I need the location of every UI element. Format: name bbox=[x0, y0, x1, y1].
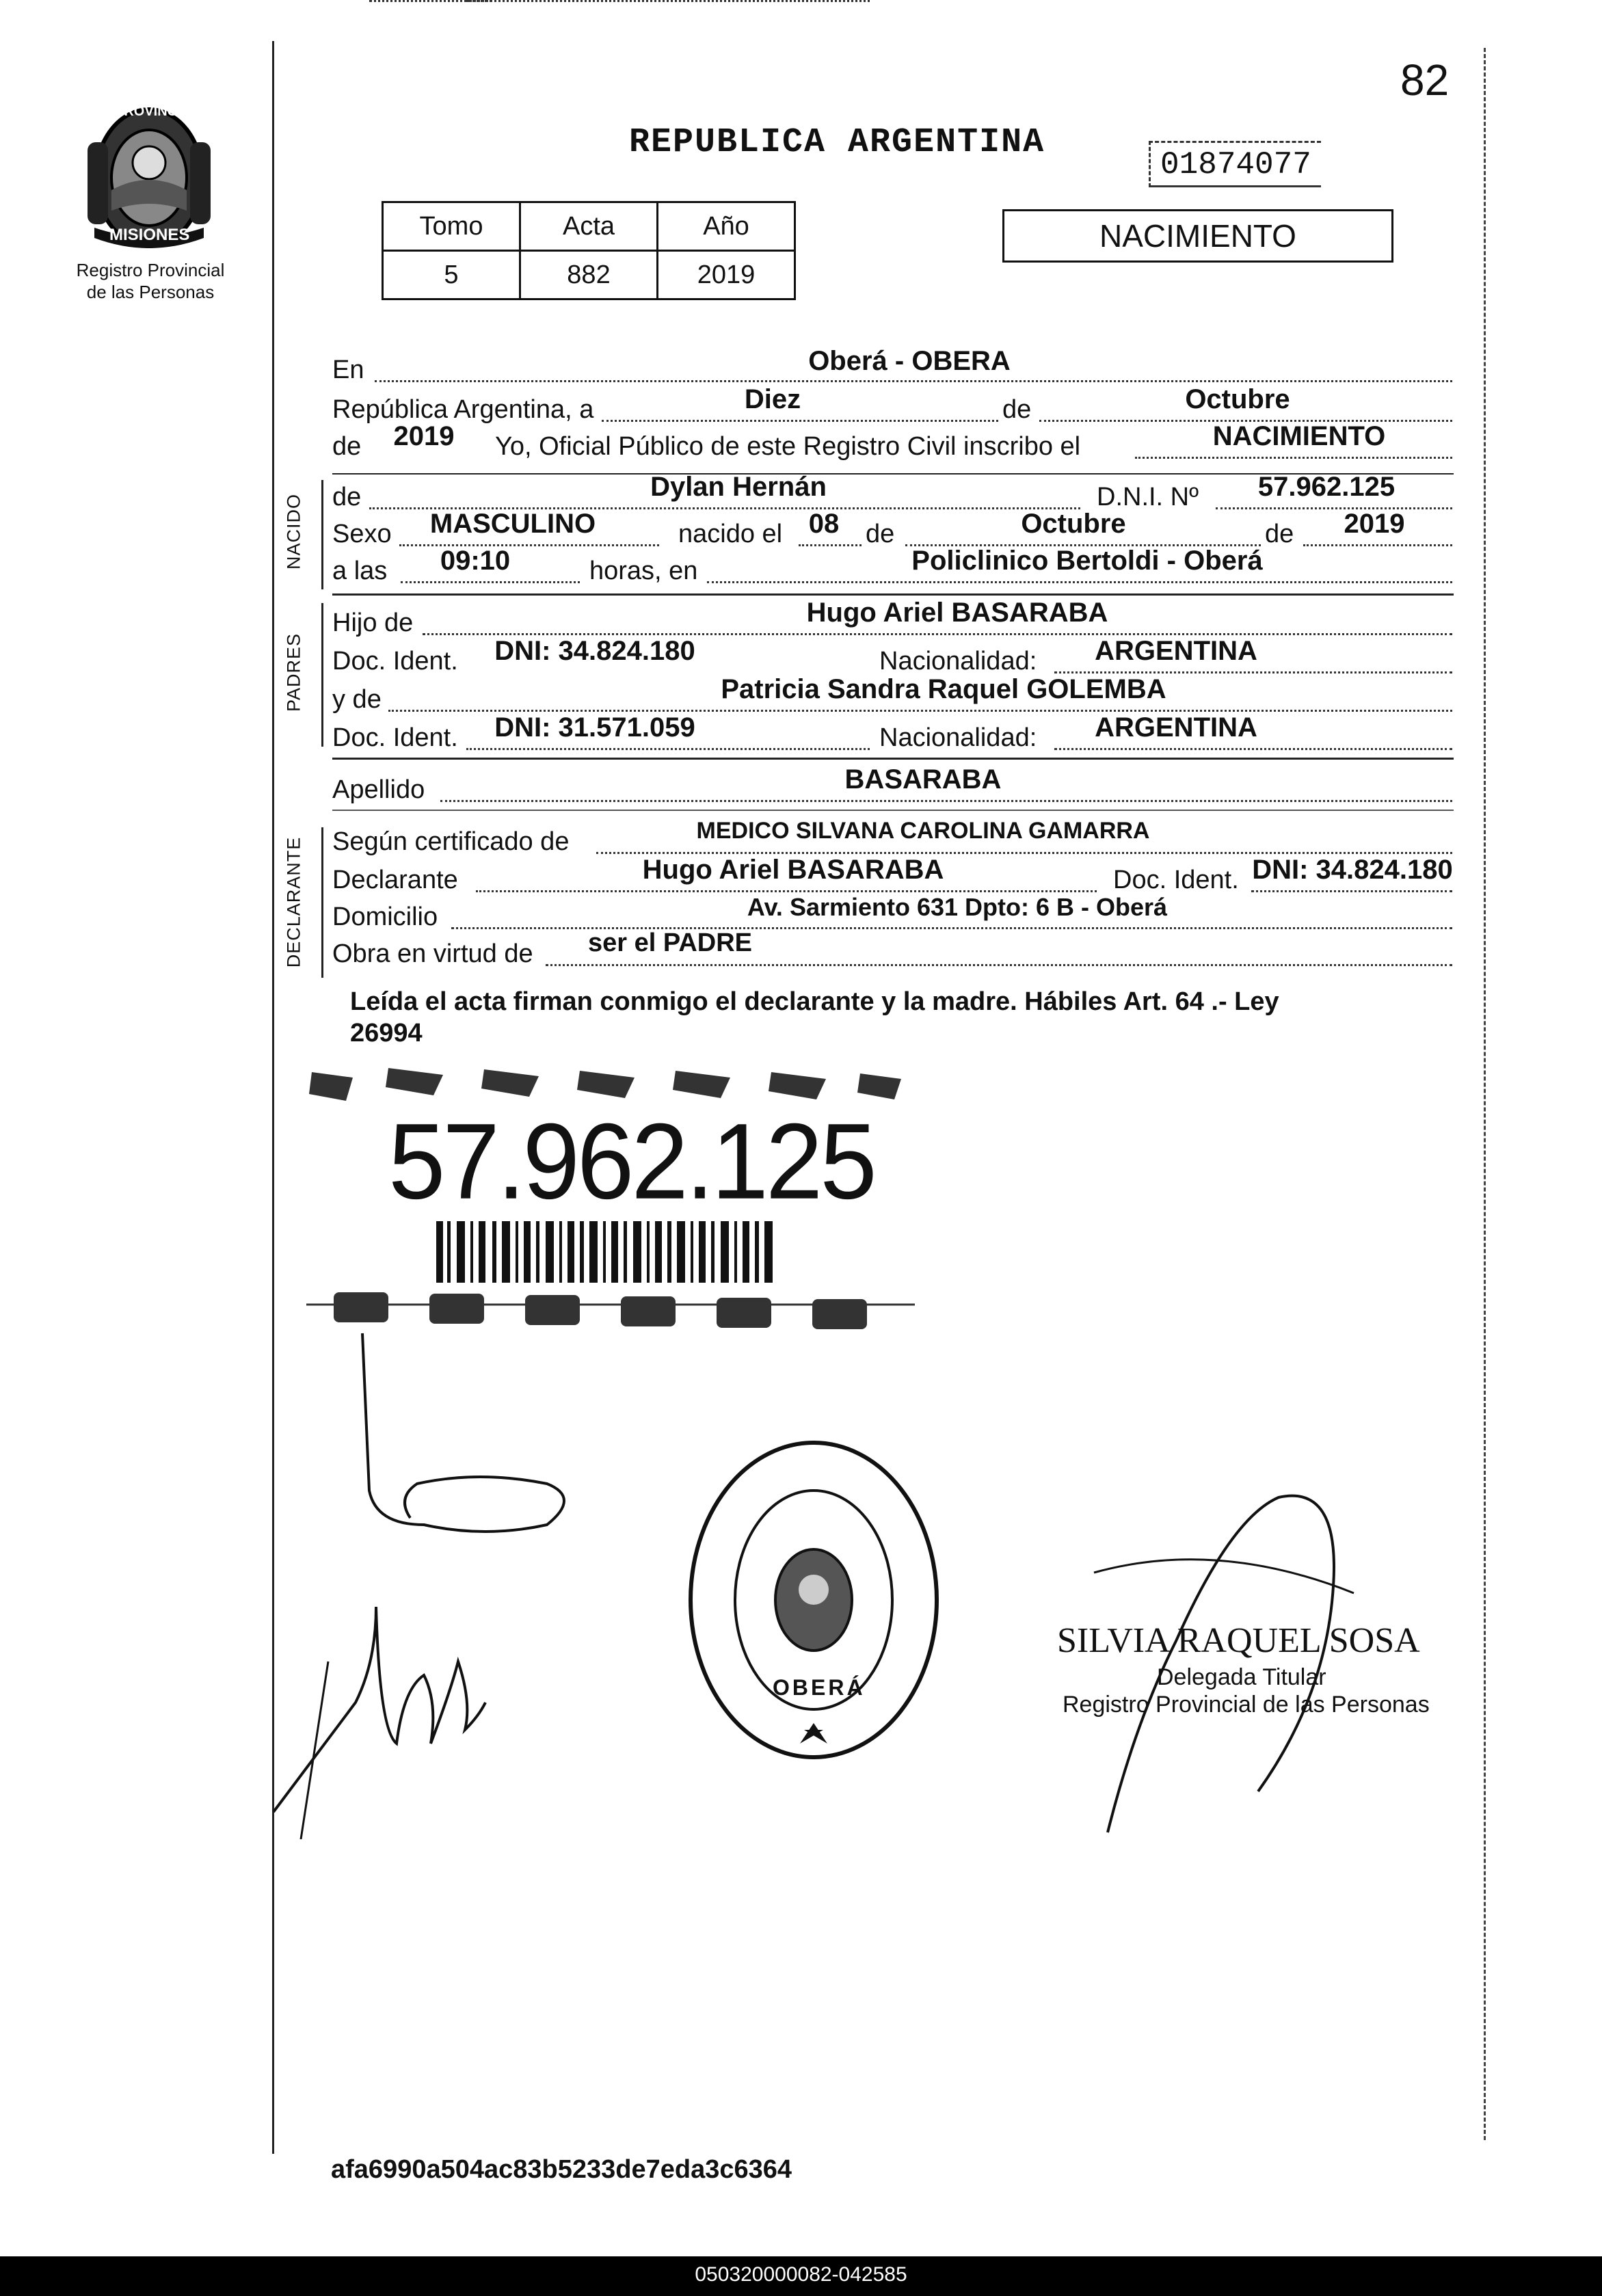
obra-label: Obra en virtud de bbox=[332, 939, 533, 968]
dni-label: D.N.I. Nº bbox=[1097, 483, 1199, 511]
registry-name-line2: de las Personas bbox=[86, 282, 215, 302]
birth-time: 09:10 bbox=[440, 546, 511, 576]
sticker-number: 57.962.125 bbox=[388, 1100, 875, 1222]
declarante-doc-label: Doc. Ident. bbox=[1113, 866, 1239, 894]
place-value: Oberá - OBERA bbox=[808, 346, 1011, 376]
birth-month: Octubre bbox=[1021, 509, 1126, 539]
mother-doc: DNI: 31.571.059 bbox=[494, 712, 695, 743]
father-doc-label: Doc. Ident. bbox=[332, 647, 458, 676]
en-label: En bbox=[332, 356, 364, 384]
seal-city: OBERÁ bbox=[773, 1675, 866, 1700]
birth-day: 08 bbox=[808, 509, 840, 539]
mother-name: Patricia Sandra Raquel GOLEMBA bbox=[721, 674, 1166, 704]
logo-top-text: PROVINCIA DE bbox=[115, 104, 213, 119]
child-dni: 57.962.125 bbox=[1257, 472, 1396, 502]
table-value-tomo: 5 bbox=[383, 251, 520, 299]
footer-code: 050320000082-042585 bbox=[695, 2263, 907, 2286]
official-title: Delegada Titular bbox=[1157, 1664, 1326, 1690]
closing-line1: Leída el acta firman conmigo el declarante y la madre. Hábiles Art. 64 .- Ley bbox=[350, 987, 1279, 1016]
sexo-label: Sexo bbox=[332, 520, 392, 548]
y-de-label: y de bbox=[332, 685, 382, 714]
birth-year: 2019 bbox=[1344, 509, 1405, 539]
declarante-label: Declarante bbox=[332, 866, 458, 894]
closing-line2: 26994 bbox=[350, 1019, 423, 1047]
table-header-tomo: Tomo bbox=[383, 202, 520, 251]
obra-value: ser el PADRE bbox=[587, 929, 753, 957]
officer-text: Yo, Oficial Público de este Registro Civil inscribo el bbox=[495, 432, 1081, 461]
day-value: Diez bbox=[744, 384, 801, 414]
birth-place: Policlinico Bertoldi - Oberá bbox=[911, 546, 1263, 576]
registry-name-line1: Registro Provincial bbox=[76, 260, 225, 280]
section-label-nacido: NACIDO bbox=[283, 494, 304, 570]
father-doc: DNI: 34.824.180 bbox=[494, 636, 695, 666]
father-nat-label: Nacionalidad: bbox=[879, 647, 1037, 676]
mother-nationality: ARGENTINA bbox=[1095, 712, 1257, 743]
logo-bottom-text: MISIONES bbox=[109, 226, 190, 244]
sexo-value: MASCULINO bbox=[429, 509, 596, 539]
seal-ring-text bbox=[704, 1429, 923, 1430]
month-value: Octubre bbox=[1185, 384, 1290, 414]
act-type-box: NACIMIENTO bbox=[1002, 209, 1393, 263]
horas-label: horas, en bbox=[589, 557, 698, 585]
country-title: REPUBLICA ARGENTINA bbox=[629, 123, 1045, 162]
nacido-de-label: de bbox=[332, 483, 362, 511]
section-label-declarante: DECLARANTE bbox=[283, 836, 304, 968]
nacido-de-month-label: de bbox=[866, 520, 895, 548]
child-name: Dylan Hernán bbox=[650, 472, 827, 502]
a-las-label: a las bbox=[332, 557, 388, 585]
page-number: 82 bbox=[1400, 55, 1450, 105]
year-value: 2019 bbox=[393, 421, 455, 451]
father-nationality: ARGENTINA bbox=[1095, 636, 1257, 666]
domicilio-value: Av. Sarmiento 631 Dpto: 6 B - Oberá bbox=[747, 893, 1168, 921]
de-label-year: de bbox=[332, 432, 362, 461]
apellido-label: Apellido bbox=[332, 775, 425, 804]
de-label-month: de bbox=[1002, 395, 1032, 424]
nacido-de-year-label: de bbox=[1265, 520, 1294, 548]
record-table bbox=[382, 201, 796, 300]
right-edge-marks bbox=[1484, 48, 1488, 2140]
nacido-el-label: nacido el bbox=[678, 520, 783, 548]
table-header-anio: Año bbox=[658, 202, 795, 251]
table-value-anio: 2019 bbox=[658, 251, 795, 299]
serial-number: 01874077 bbox=[1149, 141, 1321, 187]
republic-label: República Argentina, a bbox=[332, 395, 594, 424]
act-value: NACIMIENTO bbox=[1212, 421, 1386, 451]
mother-nat-label: Nacionalidad: bbox=[879, 723, 1037, 752]
table-header-acta: Acta bbox=[520, 202, 658, 251]
official-seal bbox=[684, 1436, 944, 1764]
official-name: SILVIA RAQUEL SOSA bbox=[1057, 1621, 1420, 1660]
domicilio-label: Domicilio bbox=[332, 903, 438, 931]
cert-label: Según certificado de bbox=[332, 827, 570, 856]
declarante-doc: DNI: 34.824.180 bbox=[1252, 855, 1453, 885]
apellido-value: BASARABA bbox=[844, 764, 1002, 795]
declarante-name: Hugo Ariel BASARABA bbox=[642, 855, 944, 885]
section-label-padres: PADRES bbox=[283, 632, 304, 712]
official-office: Registro Provincial de las Personas bbox=[1063, 1692, 1430, 1718]
declarant-signature bbox=[260, 1320, 629, 1839]
father-name: Hugo Ariel BASARABA bbox=[806, 598, 1108, 628]
hijo-de-label: Hijo de bbox=[332, 609, 414, 637]
table-value-acta: 882 bbox=[520, 251, 658, 299]
document-hash: afa6990a504ac83b5233de7eda3c6364 bbox=[331, 2155, 792, 2184]
cert-value: MEDICO SILVANA CAROLINA GAMARRA bbox=[696, 818, 1150, 844]
mother-doc-label: Doc. Ident. bbox=[332, 723, 458, 752]
